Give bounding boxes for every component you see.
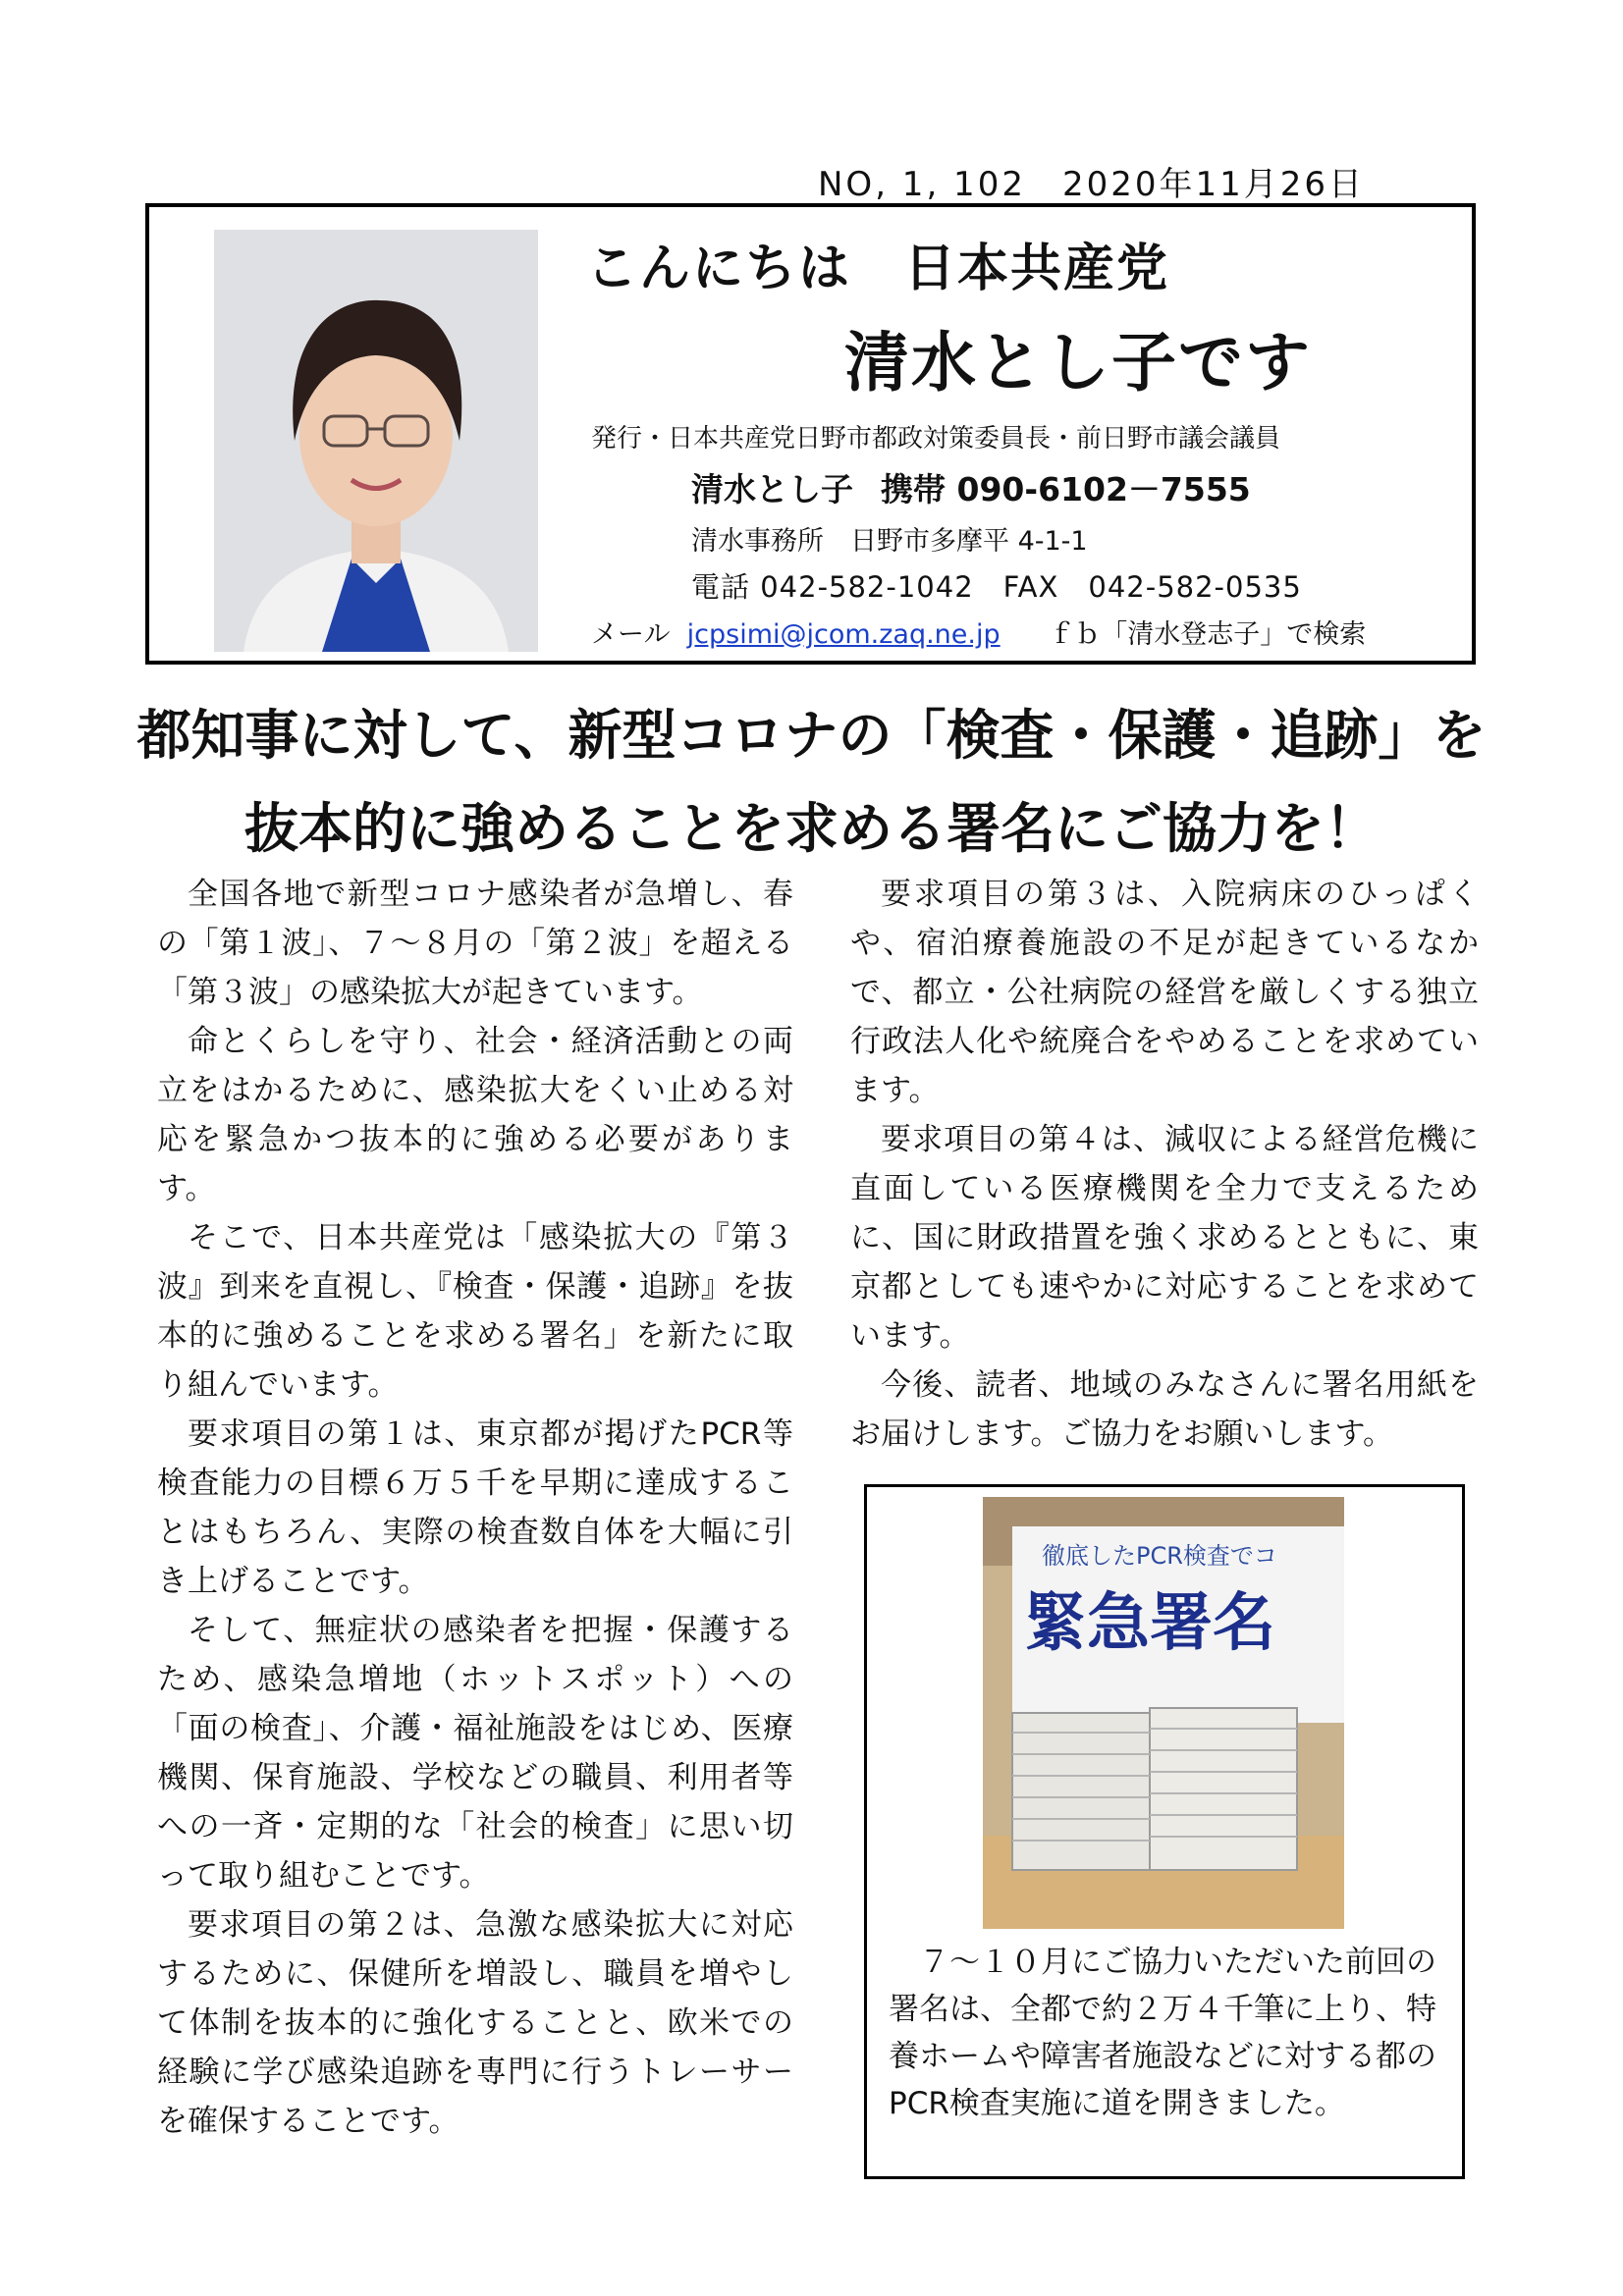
paragraph: 全国各地で新型コロナ感染者が急増し、春の「第１波」、７～８月の「第２波」を超える「第３波」の感染拡大が起きています。	[157, 877, 793, 1010]
mail-line	[591, 613, 1366, 651]
paragraph: 要求項目の第１は、東京都が掲げたPCR等検査能力の目標６万５千を早期に達成することはもちろん、実際の検査数自体を大幅に引き上げることです。	[157, 1416, 793, 1599]
paragraph: 要求項目の第２は、急激な感染拡大に対応するために、保健所を増設し、職員を増やして体制を抜本的に強化することと、欧米での経験に学び感染追跡を専門に行うトレーサーを確保することです。	[157, 1907, 793, 2139]
facebook-search: ｆｂ「清水登志子」で検索	[1048, 619, 1367, 650]
banner-text-2: 緊急署名	[1024, 1587, 1275, 1660]
issue-number-date: NO, 1, 102 2020年11月26日	[818, 165, 1366, 204]
paragraph: そこで、日本共産党は「感染拡大の『第３波』到来を直視し、『検査・保護・追跡』を抜本的に強めることを求める署名」を新たに取り組んでいます。	[157, 1220, 793, 1403]
publisher-line: 発行・日本共産党日野市都政対策委員長・前日野市議会議員	[591, 424, 1281, 454]
paragraph: そして、無症状の感染者を把握・保護するため、感染急増地（ホットスポット）への「面の検査」、介護・福祉施設をはじめ、医療機関、保育施設、学校などの職員、利用者等への一斉・定期的な「社会的検査」に思い切って取り組むことです。	[157, 1613, 793, 1894]
contact-line	[691, 464, 1251, 510]
tel-fax: 電話 042-582-1042 FAX 042-582-0535	[691, 570, 1302, 604]
contact-name: 清水とし子	[691, 470, 853, 508]
portrait-illustration	[214, 230, 538, 652]
headline-line-1: 都知事に対して、新型コロナの「検査・保護・追跡」を	[136, 704, 1487, 767]
portrait-photo	[214, 230, 538, 652]
email-link[interactable]: jcpsimi@jcom.zaq.ne.jp	[686, 619, 1001, 650]
petition-photo-illustration	[983, 1497, 1344, 1929]
masthead	[145, 203, 1476, 665]
masthead-title: こんにちは 日本共産党	[586, 240, 1170, 298]
paragraph: 要求項目の第３は、入院病床のひっぱくや、宿泊療養施設の不足が起きているなかで、都立・公社病院の経営を厳しくする独立行政法人化や統廃合をやめることを求めています。	[850, 877, 1479, 1108]
office-address: 清水事務所 日野市多摩平 4-1-1	[691, 526, 1088, 557]
paragraph: 要求項目の第４は、減収による経営危機に直面している医療機関を全力で支えるために、国に財政措置を強く求めるとともに、東京都としても速やかに対応することを求めています。	[850, 1122, 1479, 1354]
masthead-subtitle: 清水とし子です	[844, 325, 1312, 400]
signature-stack-photo	[983, 1497, 1344, 1929]
paragraph: 今後、読者、地域のみなさんに署名用紙をお届けします。ご協力をお願いします。	[850, 1367, 1479, 1452]
banner-text-1: 徹底したPCR検査でコ	[1042, 1542, 1277, 1570]
mobile-phone: 携帯 090-6102－7555	[881, 470, 1251, 508]
paragraph: 命とくらしを守り、社会・経済活動との両立をはかるために、感染拡大をくい止める対応を緊急かつ抜本的に強める必要があります。	[157, 1024, 793, 1206]
headline-line-2: 抜本的に強めることを求める署名にご協力を！	[243, 797, 1379, 860]
caption-text: ７～１０月にご協力いただいた前回の署名は、全都で約２万４千筆に上り、特養ホームや障害者施設などに対する都のPCR検査実施に道を開きました。	[889, 1945, 1436, 2121]
mail-label: メール	[591, 619, 671, 650]
photo-caption-box	[864, 1484, 1465, 2179]
article-right-column	[850, 870, 1479, 1459]
photo-caption	[889, 1939, 1448, 2127]
article-left-column	[157, 870, 793, 2146]
